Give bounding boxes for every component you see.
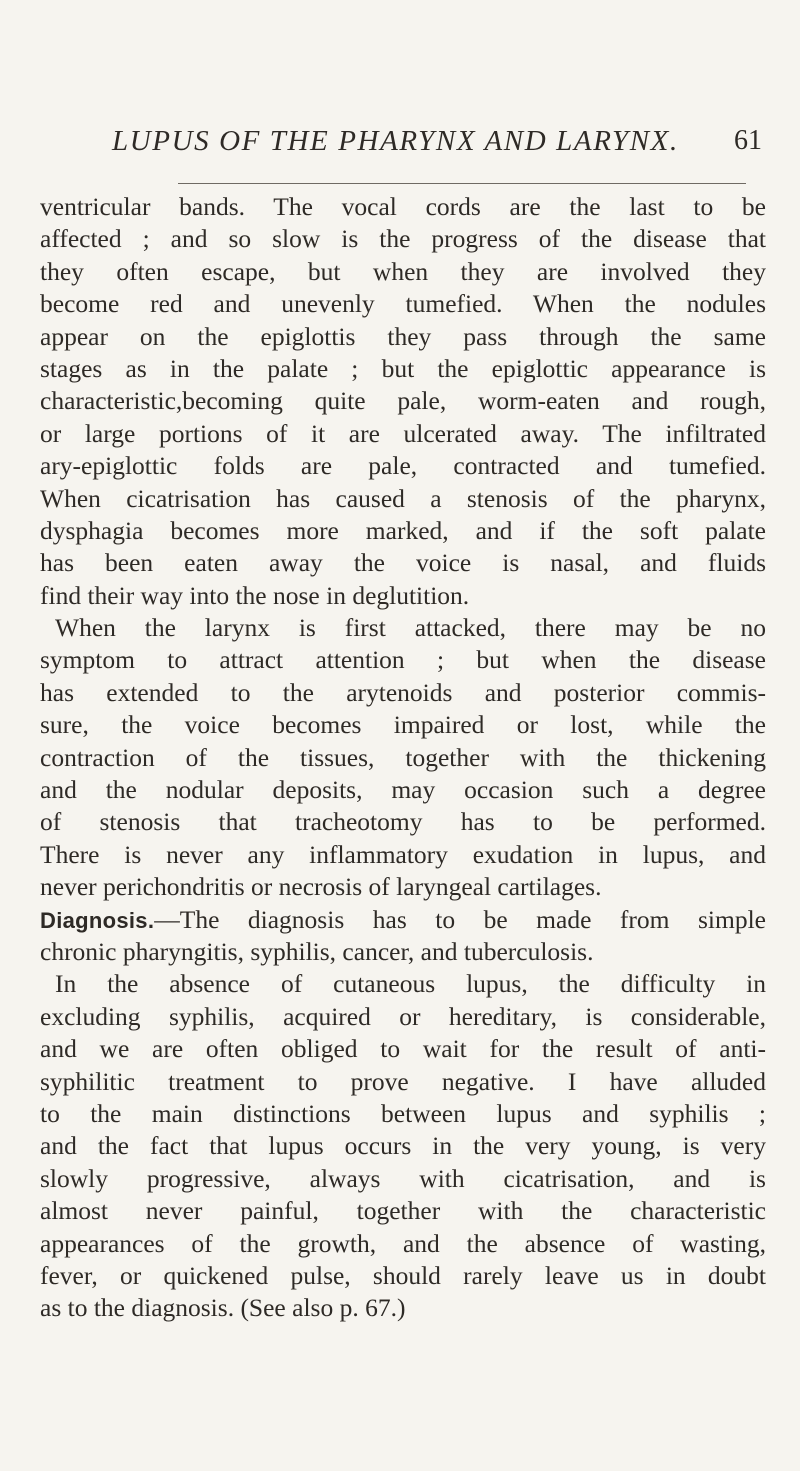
text-line: or large portions of it are ulcerated away. The infiltrated [40,418,766,448]
running-title: LUPUS OF THE PHARYNX AND LARYNX. [112,125,679,157]
text-line: ventricular bands. The vocal cords are the last to be [40,192,766,221]
header-rule [178,183,746,184]
text-line: appearances of the growth, and the absence of wasting, [40,1228,766,1258]
text-line: find their way into the nose in deglutition. [40,580,470,610]
text-line: There is never any inflammatory exudation in lupus, and [40,839,766,869]
text-line: In the absence of cutaneous lupus, the difficulty in [55,969,766,999]
text-line: and the nodular deposits, may occasion such a degree [40,775,766,805]
text-line: excluding syphilis, acquired or hereditary, is considerable, [40,1001,766,1031]
text-line: and the fact that lupus occurs in the very young, is very [40,1131,766,1161]
text-line: chronic pharyngitis, syphilis, cancer, and tuberculosis. [40,936,594,966]
text-line: to the main distinctions between lupus and syphilis ; [40,1098,766,1128]
text-line: dysphagia becomes more marked, and if the soft palate [40,515,766,545]
text-line: appear on the epiglottis they pass through the same [40,321,766,351]
text-line: slowly progressive, always with cicatrisation, and is [40,1163,766,1193]
diagnosis-lead-text: —The diagnosis has to be made from simple [154,904,766,934]
text-line: characteristic,becoming quite pale, worm-eaten and rough, [40,386,766,416]
text-line: syphilitic treatment to prove negative. I have alluded [40,1066,766,1096]
body-text [40,191,766,1325]
text-line: has extended to the arytenoids and posterior commis- [40,677,766,707]
text-line: of stenosis that tracheotomy has to be performed. [40,807,766,837]
running-head [112,125,762,169]
text-line: and we are often obliged to wait for the result of anti- [40,1034,766,1064]
text-line: sure, the voice becomes impaired or lost, while the [40,710,766,740]
text-line: symptom to attract attention ; but when the disease [40,645,766,675]
text-line: affected ; and so slow is the progress of the disease that [40,224,766,254]
text-line: contraction of the tissues, together with the thickening [40,742,766,772]
page-number: 61 [734,125,762,156]
text-line: become red and unevenly tumefied. When the nodules [40,289,766,319]
text-line: has been eaten away the voice is nasal, and fluids [40,548,766,578]
text-line: fever, or quickened pulse, should rarely leave us in doubt [40,1260,766,1290]
text-line: ary-epiglottic folds are pale, contracted and tumefied. [40,451,766,481]
text-line: as to the diagnosis. (See also p. 67.) [40,1293,406,1323]
text-line: almost never painful, together with the characteristic [40,1196,766,1226]
text-line: never perichondritis or necrosis of laryngeal cartilages. [40,872,602,902]
text-line: they often escape, but when they are involved they [40,256,766,286]
diagnosis-heading: Diagnosis. [40,907,155,933]
text-line: stages as in the palate ; but the epiglottic appearance is [40,353,766,383]
text-line: When cicatrisation has caused a stenosis of the pharynx, [40,483,766,513]
text-line [40,904,766,936]
text-line: When the larynx is first attacked, there may be no [55,613,766,643]
